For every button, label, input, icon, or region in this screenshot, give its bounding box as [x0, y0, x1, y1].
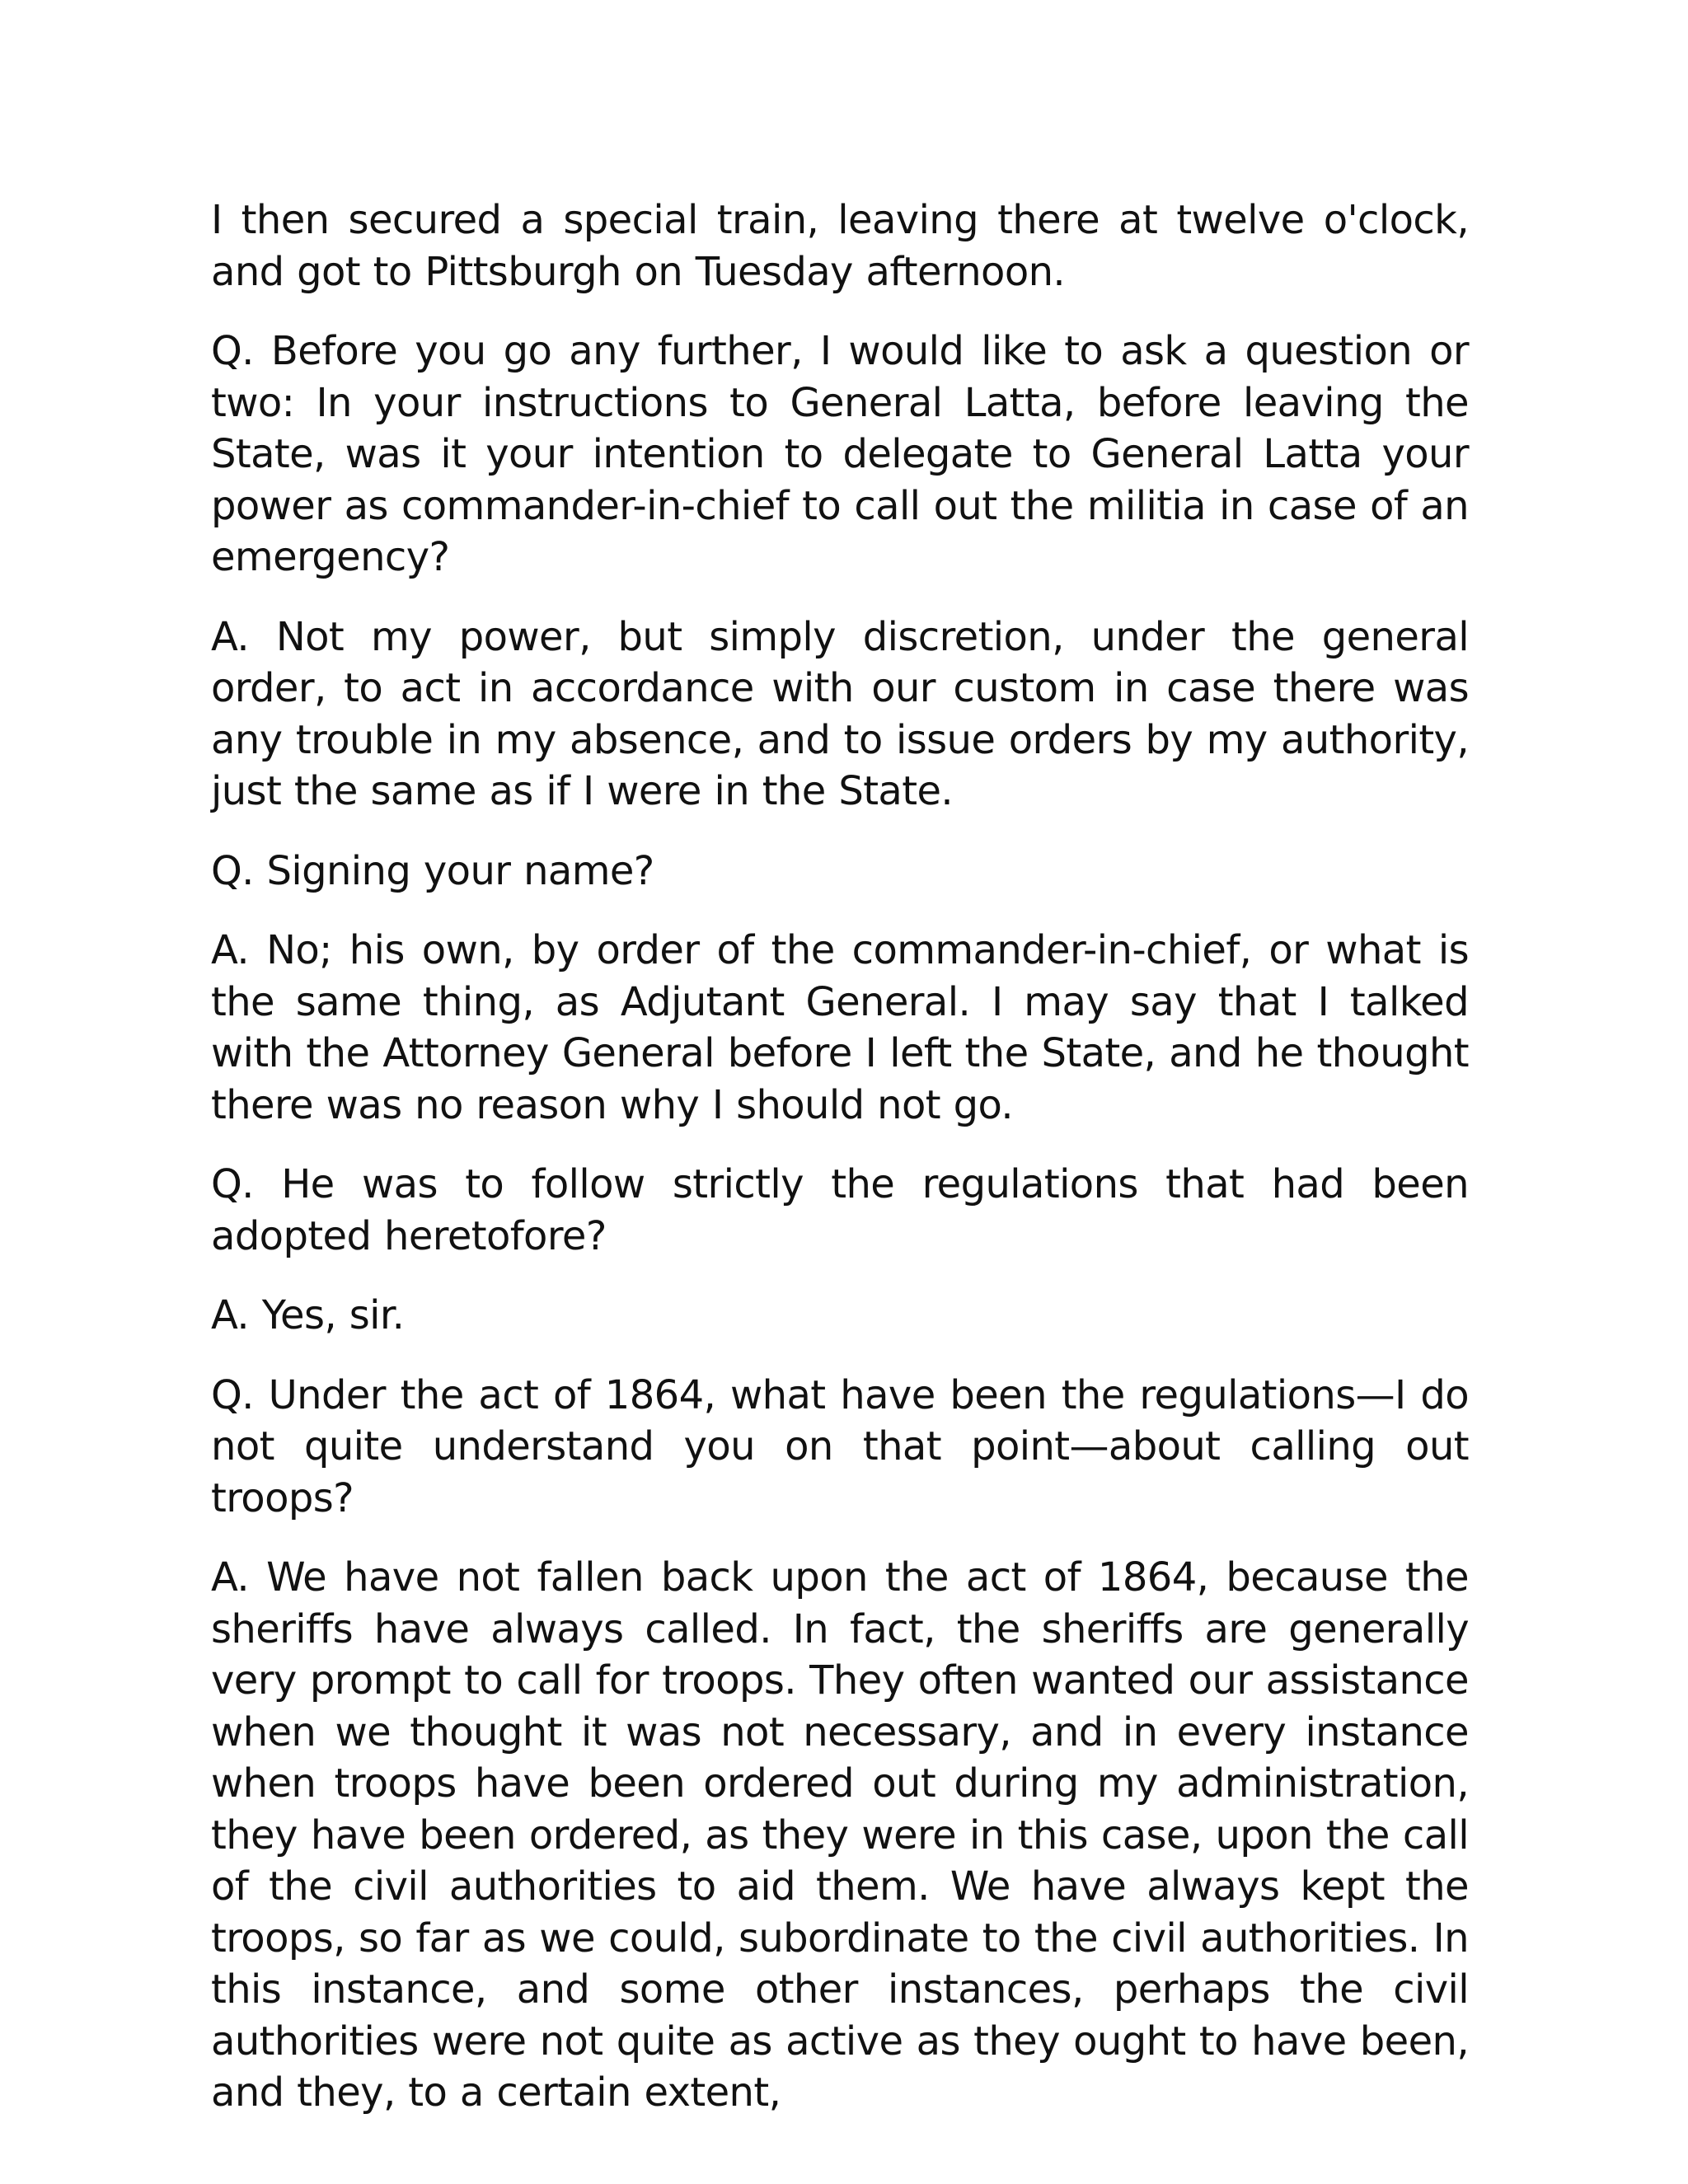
paragraph-answer: A. Not my power, but simply discretion, under the general order, to act in accordance with our custom in case there was any trouble in my absence, and to issue orders by my authority, just the same as if I were in the State. — [211, 613, 1469, 814]
paragraph-answer: A. We have not fallen back upon the act of 1864, because the sheriffs have always called. In fact, the sheriffs are generally very prompt to call for troops. They often wanted our assistance when we thought it was not necessary, and in every instance when troops have been ordered out during my administration, they have been ordered, as they were in this case, upon the call of the civil authorities to aid them. We have always kept the troops, so far as we could, subordinate to the civil authorities. In this instance, and some other instances, perhaps the civil authorities were not quite as active as they ought to have been, and they, to a certain extent, — [211, 1554, 1469, 2116]
paragraph-answer: A. No; his own, by order of the commander-in-chief, or what is the same thing, as Adjutant General. I may say that I talked with the Attorney General before I left the State, and he thought there was no reason why I should not go. — [211, 927, 1469, 1128]
paragraph-question: Q. Before you go any further, I would like to ask a question or two: In your instructions to General Latta, before leaving the State, was it your intention to delegate to General Latta your power as commander-in-chief to call out the militia in case of an emergency? — [211, 328, 1469, 580]
paragraph-narrative: I then secured a special train, leaving there at twelve o'clock, and got to Pittsburgh on Tuesday afternoon. — [211, 197, 1469, 295]
paragraph-answer: A. Yes, sir. — [211, 1292, 405, 1338]
paragraph-question: Q. He was to follow strictly the regulations that had been adopted heretofore? — [211, 1161, 1469, 1259]
paragraph-question: Q. Signing your name? — [211, 847, 654, 894]
paragraph-question: Q. Under the act of 1864, what have been the regulations—I do not quite understand you on that point—about calling out troops? — [211, 1371, 1469, 1521]
document-body — [211, 194, 1469, 2147]
